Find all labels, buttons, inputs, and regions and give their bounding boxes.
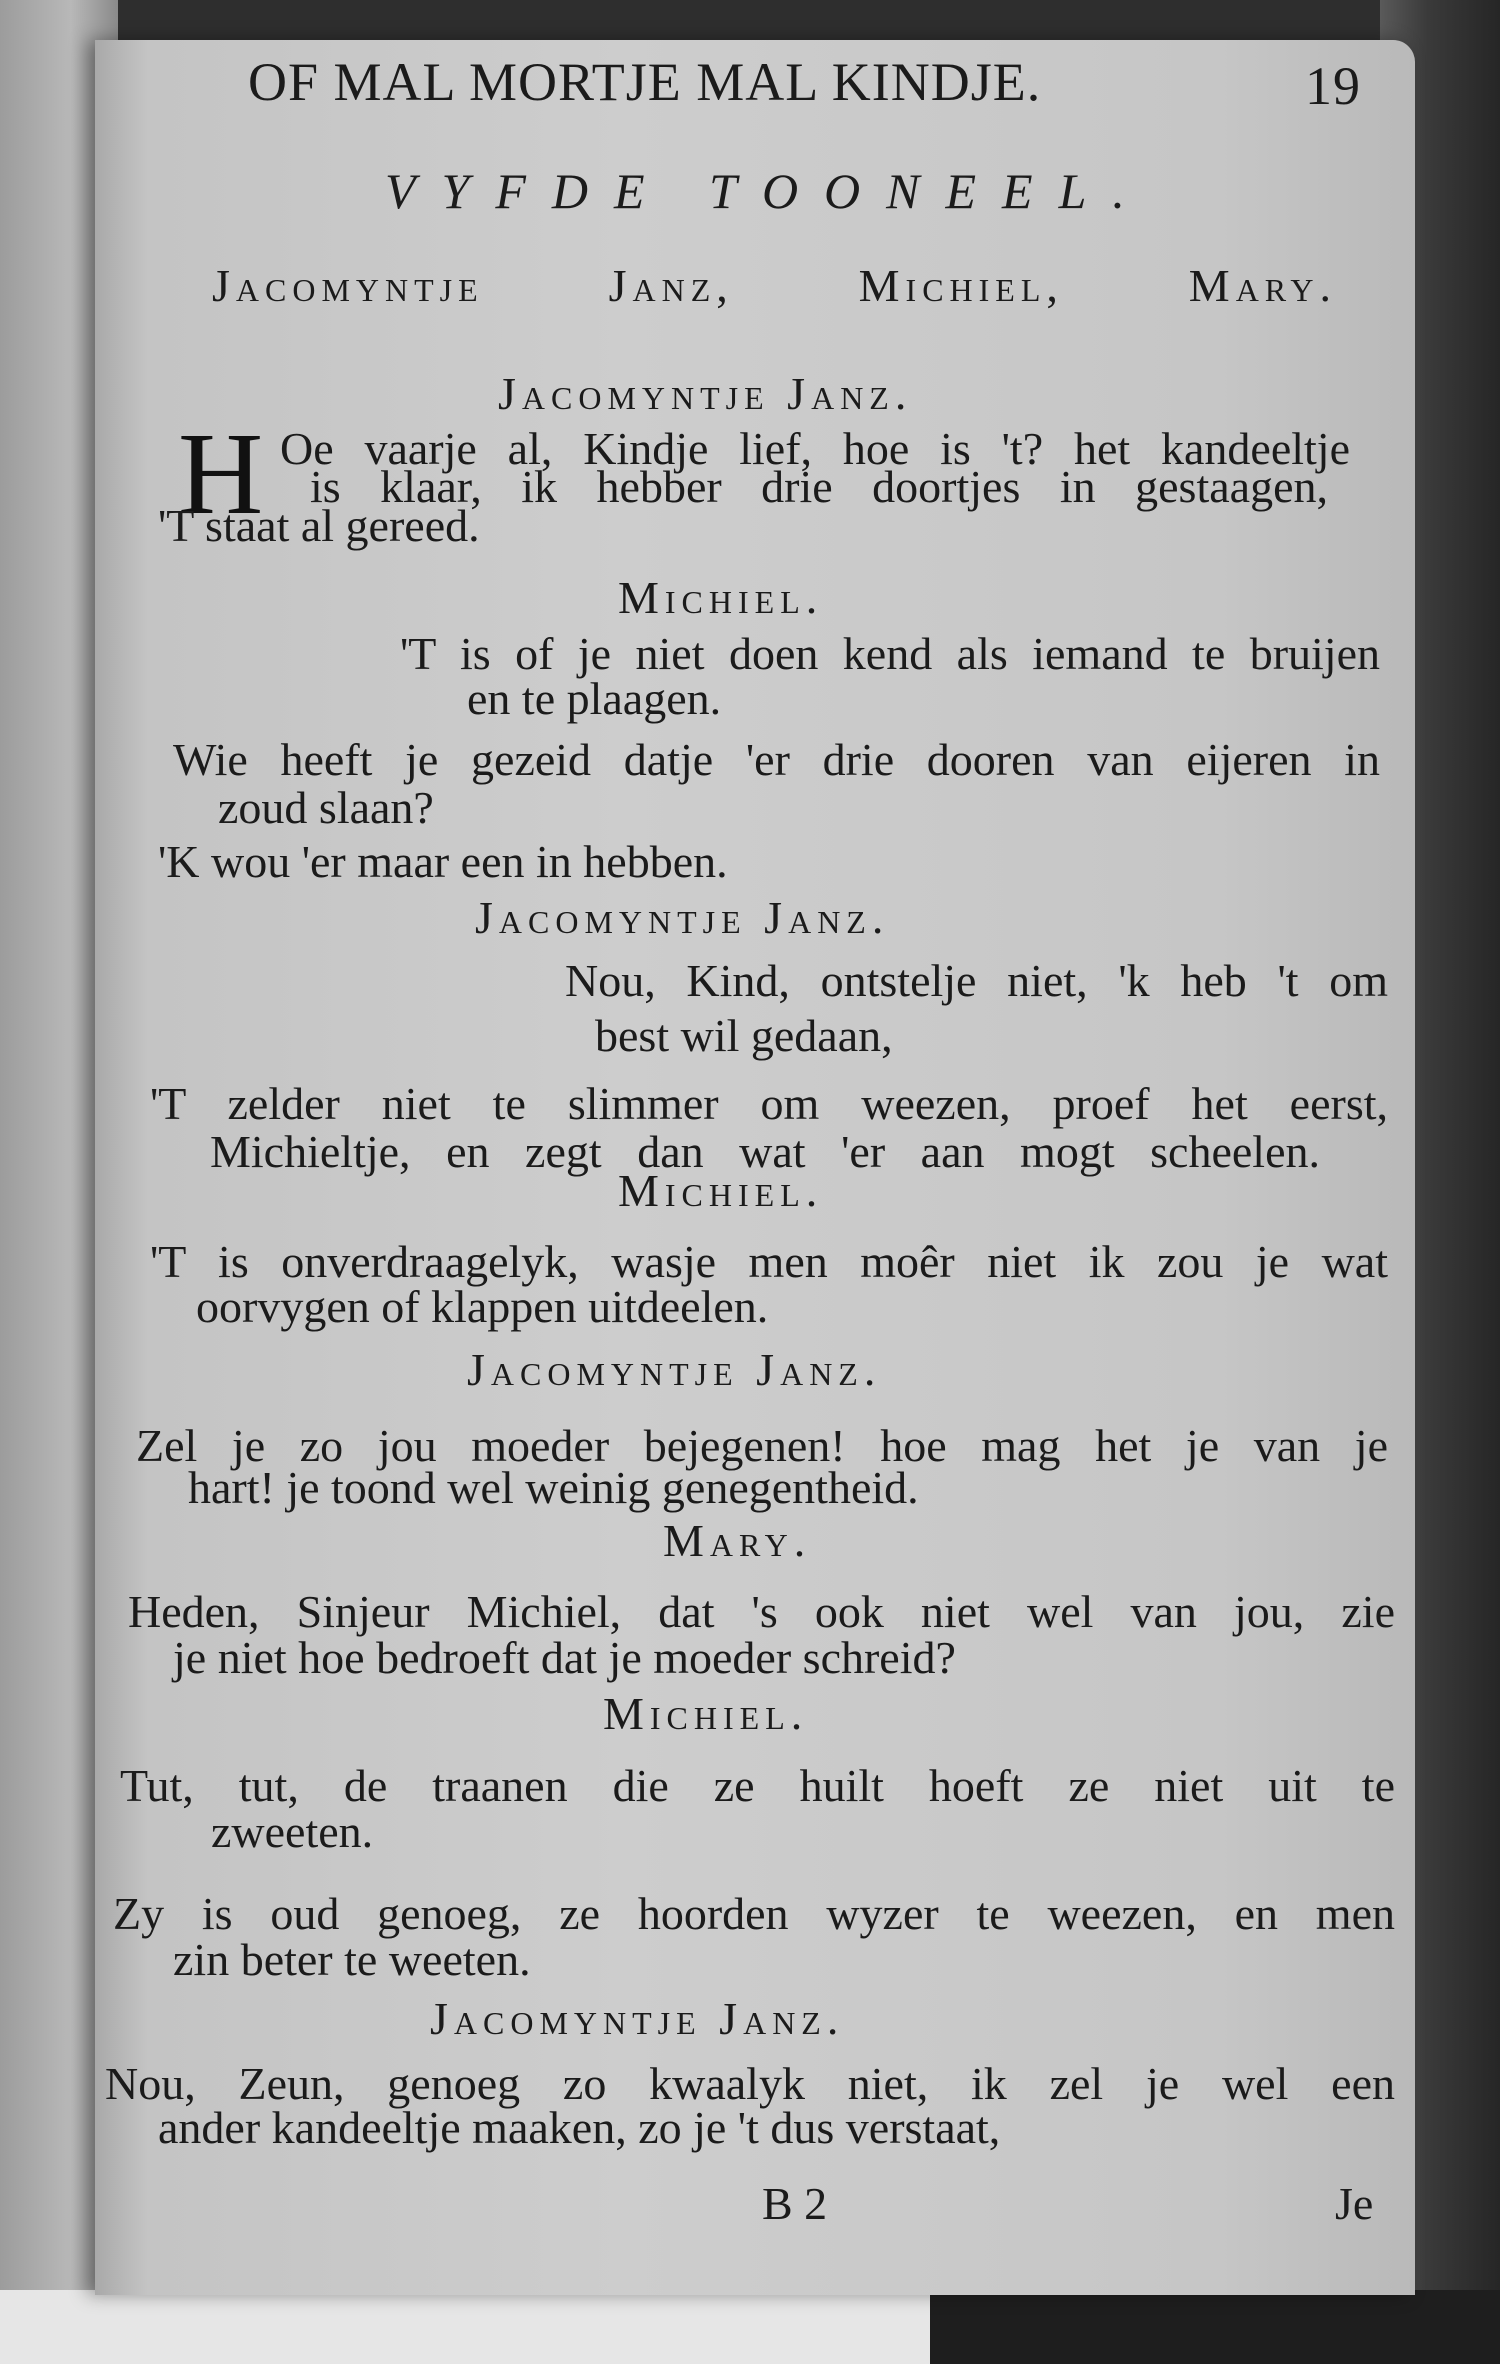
- text-line: Heden, Sinjeur Michiel, dat 's ook niet wel van jou, zie: [128, 1586, 1395, 1637]
- text-line: 'T is onverdraagelyk, wasje men moêr niet ik zou je wat: [150, 1236, 1388, 1287]
- text-line: en te plaagen.: [467, 673, 722, 724]
- text-line: zweeten.: [211, 1806, 374, 1857]
- text-line: Zy is oud genoeg, ze hoorden wyzer te weezen, en men: [113, 1888, 1395, 1939]
- text-line: ander kandeeltje maaken, zo je 't dus verstaat,: [158, 2102, 1001, 2153]
- text-line: best wil gedaan,: [595, 1010, 893, 1061]
- text-line: Nou, Kind, ontstelje niet, 'k heb 't om: [565, 955, 1388, 1006]
- text-line: Nou, Zeun, genoeg zo kwaalyk niet, ik zel je wel een: [105, 2058, 1395, 2109]
- speaker-label: Jacomyntje Janz.: [430, 1993, 845, 2044]
- text-line: zoud slaan?: [218, 782, 434, 833]
- text-line: hart! je toond wel weinig genegentheid.: [188, 1462, 919, 1513]
- text-line: Michieltje, en zegt dan wat 'er aan mogt scheelen.: [210, 1126, 1320, 1177]
- speaker-label: Jacomyntje Janz.: [467, 1344, 882, 1395]
- text-line: oorvygen of klappen uitdeelen.: [196, 1281, 769, 1332]
- text-line: Zel je zo jou moeder bejegenen! hoe mag het je van je: [136, 1420, 1388, 1471]
- text-line: 'K wou 'er maar een in hebben.: [158, 836, 728, 887]
- text-line: 'T is of je niet doen kend als iemand te bruijen: [400, 628, 1380, 679]
- text-line: Oe vaarje al, Kindje lief, hoe is 't? het kandeeltje: [280, 423, 1350, 474]
- background-surface: [0, 2290, 1500, 2364]
- page-number: 19: [1305, 56, 1361, 116]
- text-line: je niet hoe bedroeft dat je moeder schreid?: [173, 1632, 956, 1683]
- text-line: is klaar, ik hebber drie doortjes in gestaagen,: [310, 461, 1328, 512]
- signature-mark: B 2: [762, 2178, 828, 2229]
- catchword: Je: [1335, 2178, 1374, 2229]
- text-line: zin beter te weeten.: [173, 1934, 531, 1985]
- cast-list: Jacomyntje Janz, Michiel, Mary.: [212, 260, 1337, 311]
- speaker-label: Michiel.: [603, 1688, 809, 1739]
- text-line: Wie heeft je gezeid datje 'er drie dooren van eijeren in: [173, 734, 1380, 785]
- drop-cap: H: [178, 408, 264, 539]
- running-title: OF MAL MORTJE MAL KINDJE.: [248, 52, 1042, 112]
- speaker-label: Michiel.: [618, 572, 824, 623]
- speaker-label: Jacomyntje Janz.: [498, 368, 913, 419]
- speaker-label: Jacomyntje Janz.: [475, 892, 890, 943]
- speaker-label: Mary.: [663, 1515, 812, 1566]
- text-line: Tut, tut, de traanen die ze huilt hoeft ze niet uit te: [120, 1760, 1395, 1811]
- text-line: 'T staat al gereed.: [158, 500, 480, 551]
- text-line: 'T zelder niet te slimmer om weezen, proef het eerst,: [150, 1078, 1388, 1129]
- speaker-label: Michiel.: [618, 1165, 824, 1216]
- scene-title: VYFDE TOONEEL.: [385, 163, 1151, 219]
